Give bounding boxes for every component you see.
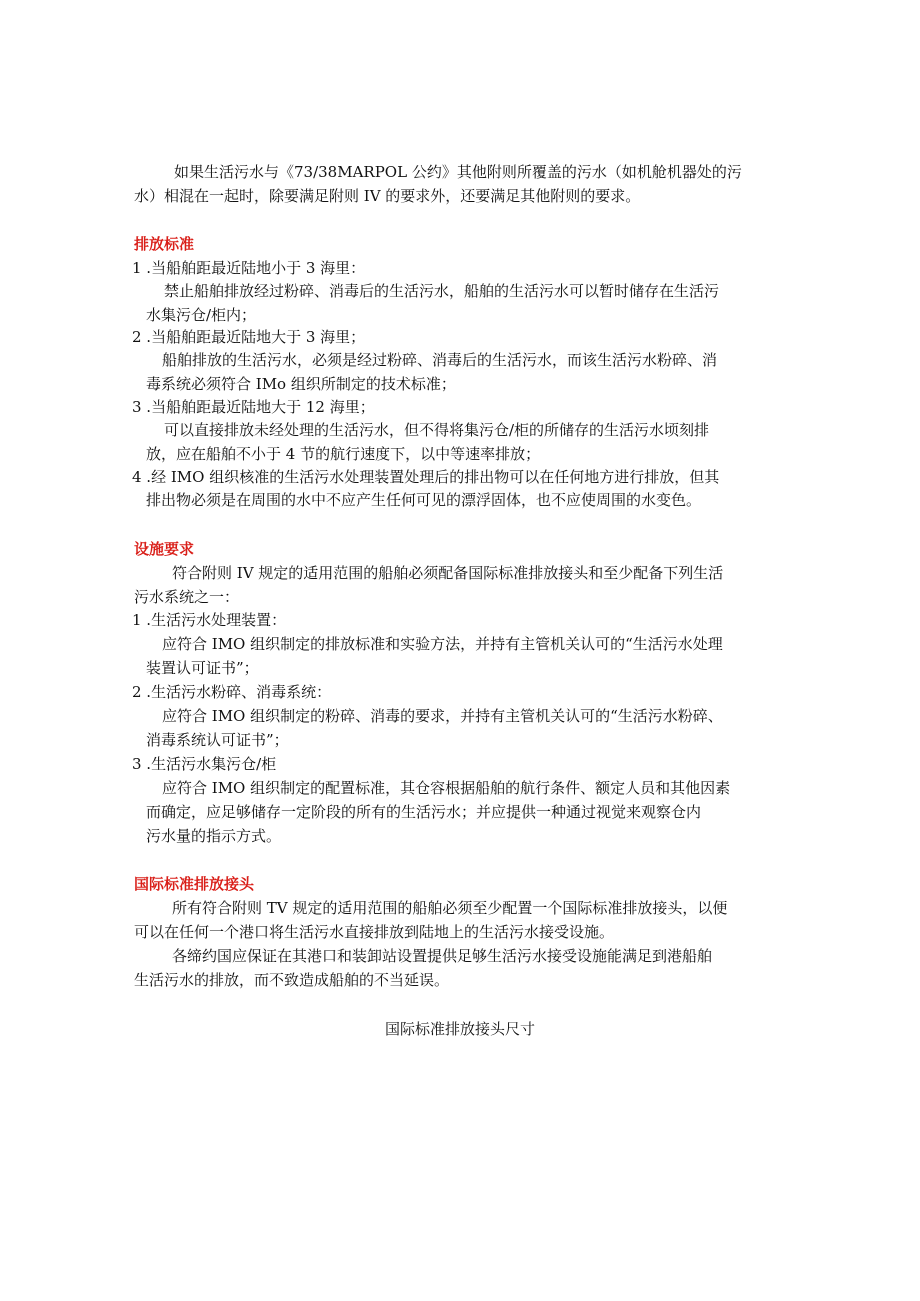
connection-paragraph-2 (134, 944, 794, 992)
facility-item-3-line-3: 污水量的指示方式。 (146, 827, 282, 845)
facility-item-3-title: 3 .生活污水集污仓/柜 (132, 755, 277, 773)
discharge-item-1-body (146, 279, 794, 327)
facility-item-1-body (146, 632, 794, 680)
discharge-item-2-line-1: 船舶排放的生活污水，必须是经过粉碎、消毒后的生活污水，而该生活污水粉碎、消 (162, 351, 718, 369)
discharge-item-1-title: 1 .当船舶距最近陆地小于 3 海里： (132, 259, 366, 277)
intro-line-2: 水）相混在一起时，除要满足附则 IV 的要求外，还要满足其他附则的要求。 (134, 187, 641, 205)
discharge-item-3-line-1: 可以直接排放未经处理的生活污水，但不得将集污仓/柜的所储存的生活污水顷刻排 (164, 421, 710, 439)
connection-p2-line-1: 各缔约国应保证在其港口和装卸站设置提供足够生活污水接受设施能满足到港船舶 (172, 947, 713, 965)
facility-item-2-line-2: 消毒系统认可证书”； (146, 731, 289, 749)
discharge-item-3-body (146, 418, 794, 466)
facility-item-2-line-1: 应符合 IMO 组织制定的粉碎、消毒的要求，并持有主管机关认可的“生活污水粉碎、 (162, 707, 723, 725)
discharge-item-4-body (146, 488, 794, 512)
facility-item-1-title: 1 .生活污水处理装置： (132, 611, 287, 629)
connection-p2-line-2: 生活污水的排放，而不致造成船舶的不当延误。 (134, 971, 450, 989)
intro-paragraph (134, 160, 794, 208)
facility-item-2-title: 2 .生活污水粉碎、消毒系统： (132, 683, 332, 701)
table-caption: 国际标准排放接头尺寸 (384, 1020, 535, 1038)
discharge-item-4-title: 4 .经 IMO 组织核准的生活污水处理装置处理后的排出物可以在任何地方进行排放，但其 (132, 468, 720, 486)
facility-item-1-line-1: 应符合 IMO 组织制定的排放标准和实验方法，并持有主管机关认可的“生活污水处理 (162, 635, 723, 653)
discharge-item-3-title: 3 .当船舶距最近陆地大于 12 海里； (132, 398, 375, 416)
facility-intro-line-1: 符合附则 IV 规定的适用范围的船舶必须配备国际标准排放接头和至少配备下列生活 (172, 564, 724, 582)
discharge-item-1-line-2: 水集污仓/柜内； (146, 306, 257, 324)
facility-item-3-line-1: 应符合 IMO 组织制定的配置标准，其仓容根据船舶的航行条件、额定人员和其他因素 (162, 779, 731, 797)
discharge-item-1-line-1: 禁止船舶排放经过粉碎、消毒后的生活污水，船舶的生活污水可以暂时储存在生活污 (164, 282, 720, 300)
discharge-item-2-title: 2 .当船舶距最近陆地大于 3 海里； (132, 328, 366, 346)
connection-p1-line-2: 可以在任何一个港口将生活污水直接排放到陆地上的生活污水接受设施。 (134, 923, 615, 941)
discharge-item-2-body (146, 348, 794, 396)
section-heading-facility: 设施要求 (134, 540, 195, 558)
discharge-item-4-line-1: 排出物必须是在周围的水中不应产生任何可见的漂浮固体，也不应使周围的水变色。 (146, 491, 702, 509)
discharge-item-3-line-2: 放，应在船舶不小于 4 节的航行速度下，以中等速率排放； (146, 445, 541, 463)
facility-item-1-line-2: 装置认可证书”； (146, 659, 259, 677)
facility-item-3-line-2: 而确定，应足够储存一定阶段的所有的生活污水；并应提供一种通过视觉来观察仓内 (146, 803, 702, 821)
facility-intro (134, 561, 794, 609)
section-heading-connection: 国际标准排放接头 (134, 875, 255, 893)
discharge-item-2-line-2: 毒系统必须符合 IMo 组织所制定的技术标准； (146, 375, 456, 393)
facility-item-3-body (146, 776, 794, 848)
connection-paragraph-1 (134, 896, 794, 944)
section-heading-discharge: 排放标准 (134, 235, 195, 253)
intro-line-1: 如果生活污水与《73/38MARPOL 公约》其他附则所覆盖的污水（如机舱机器处的污 (174, 163, 742, 181)
facility-item-2-body (146, 704, 794, 752)
facility-intro-line-2: 污水系统之一： (134, 588, 240, 606)
connection-p1-line-1: 所有符合附则 TV 规定的适用范围的船舶必须至少配置一个国际标准排放接头，以便 (172, 899, 728, 917)
